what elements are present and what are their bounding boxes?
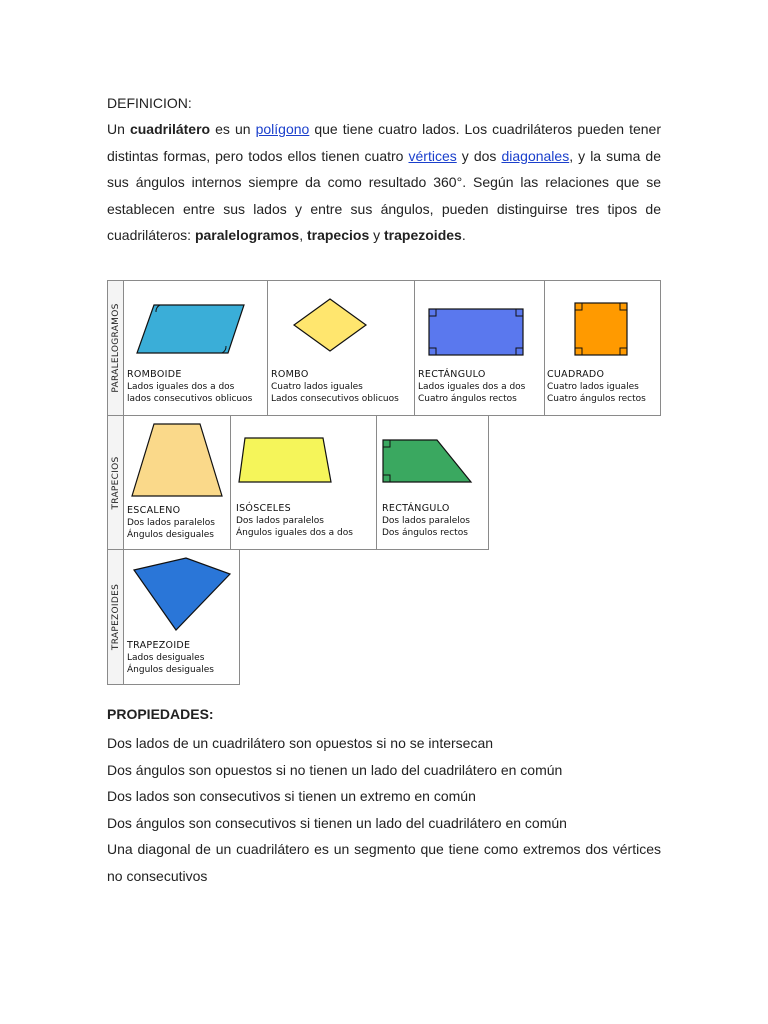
definition-paragraph bbox=[107, 116, 661, 249]
cell-cuadrado bbox=[544, 280, 661, 416]
text-fragment: es un bbox=[210, 121, 256, 137]
isosceles-shape bbox=[231, 416, 378, 506]
shape-name: ROMBOIDE bbox=[127, 369, 182, 380]
quadrilateral-classification-figure bbox=[107, 280, 661, 685]
shape-name: TRAPEZOIDE bbox=[127, 640, 191, 651]
row-label-text: TRAPEZOIDES bbox=[110, 583, 121, 651]
text-fragment: que tiene cuatro lados. Los cuadriláteros pueden tener distintas formas, pero todos ellos tienen cuatro bbox=[107, 121, 662, 164]
shape-name: ISÓSCELES bbox=[236, 503, 292, 514]
shape-name: RECTÁNGULO bbox=[418, 369, 486, 380]
property-item: Dos lados de un cuadrilátero son opuestos si no se intersecan bbox=[107, 735, 494, 751]
properties-heading: PROPIEDADES: bbox=[107, 706, 214, 722]
term-trapecios: trapecios bbox=[306, 227, 370, 243]
property-item: Dos ángulos son consecutivos si tienen un lado del cuadrilátero en común bbox=[107, 814, 567, 831]
cell-rectangulo bbox=[414, 280, 545, 416]
shape-desc-2: lados consecutivos oblicuos bbox=[127, 394, 253, 404]
rombo-shape bbox=[268, 281, 416, 371]
shape-name: CUADRADO bbox=[547, 369, 605, 380]
cell-romboide bbox=[123, 280, 268, 416]
trapezoide-caption bbox=[127, 640, 214, 676]
shape-desc-1: Cuatro lados iguales bbox=[271, 382, 363, 392]
term-paralelogramos: paralelogramos bbox=[194, 227, 300, 243]
shape-desc-2: Lados consecutivos oblicuos bbox=[271, 394, 399, 404]
property-item: Dos lados son consecutivos si tienen un extremo en común bbox=[107, 788, 476, 804]
link-poligono[interactable]: polígono bbox=[255, 121, 310, 137]
row-label-trapecios bbox=[107, 415, 124, 550]
shape-desc-1: Lados iguales dos a dos bbox=[127, 382, 235, 392]
romboide-shape bbox=[124, 281, 269, 371]
shape-name: ROMBO bbox=[271, 369, 309, 380]
shape-desc-2: Ángulos desiguales bbox=[127, 530, 214, 540]
shape-desc-1: Dos lados paralelos bbox=[127, 518, 215, 528]
cell-isosceles bbox=[230, 415, 377, 550]
romboide-caption bbox=[127, 369, 252, 405]
cell-trapezoide bbox=[123, 549, 240, 685]
shape-desc-2: Cuatro ángulos rectos bbox=[547, 394, 646, 404]
shape-desc-2: Ángulos iguales dos a dos bbox=[236, 528, 353, 538]
cuadrado-shape bbox=[545, 281, 662, 371]
shape-desc-1: Lados iguales dos a dos bbox=[418, 382, 526, 392]
shape-desc-1: Dos lados paralelos bbox=[382, 516, 470, 526]
shape-desc-2: Dos ángulos rectos bbox=[382, 528, 468, 538]
rectangulo-caption bbox=[418, 369, 525, 405]
shape-name: RECTÁNGULO bbox=[382, 503, 450, 514]
shape-desc-1: Dos lados paralelos bbox=[236, 516, 324, 526]
escaleno-shape bbox=[124, 416, 232, 506]
row-label-text: TRAPECIOS bbox=[110, 455, 121, 510]
link-vertices[interactable]: vértices bbox=[408, 147, 457, 164]
properties-list bbox=[107, 730, 661, 889]
shape-desc-2: Cuatro ángulos rectos bbox=[418, 394, 517, 404]
trapecio-rectangulo-caption bbox=[382, 503, 470, 539]
text-fragment: y bbox=[369, 227, 385, 243]
row-label-paralelogramos bbox=[107, 280, 124, 416]
trapecio-rectangulo-shape bbox=[377, 416, 490, 506]
rectangulo-shape bbox=[415, 281, 546, 371]
link-diagonales[interactable]: diagonales bbox=[501, 147, 570, 164]
definition-section bbox=[107, 90, 661, 249]
text-fragment: . bbox=[461, 227, 466, 243]
row-label-trapezoides bbox=[107, 549, 124, 685]
term-trapezoides: trapezoides bbox=[384, 227, 462, 243]
cell-trapecio-rectangulo bbox=[376, 415, 489, 550]
trapezoide-shape bbox=[124, 550, 241, 640]
shape-desc-1: Lados desiguales bbox=[127, 653, 205, 663]
property-item: Dos ángulos son opuestos si no tienen un lado del cuadrilátero en común bbox=[107, 761, 563, 778]
cell-rombo bbox=[267, 280, 415, 416]
shape-name: ESCALENO bbox=[127, 505, 181, 516]
shape-desc-1: Cuatro lados iguales bbox=[547, 382, 639, 392]
cell-escaleno bbox=[123, 415, 231, 550]
property-item: Una diagonal de un cuadrilátero es un segmento que tiene como extremos dos vértices no consecutivos bbox=[107, 841, 661, 884]
text-fragment: , bbox=[299, 227, 307, 243]
rombo-caption bbox=[271, 369, 399, 405]
text-fragment: Un bbox=[107, 121, 130, 137]
definition-heading: DEFINICION: bbox=[107, 95, 192, 111]
escaleno-caption bbox=[127, 505, 215, 541]
row-label-text: PARALELOGRAMOS bbox=[110, 303, 121, 393]
text-fragment: y dos bbox=[456, 147, 502, 164]
cuadrado-caption bbox=[547, 369, 646, 405]
term-cuadrilatero: cuadrilátero bbox=[129, 121, 211, 137]
shape-desc-2: Ángulos desiguales bbox=[127, 665, 214, 675]
text-fragment: , y la suma de sus ángulos internos siempre da como resultado 360°. Según las relaciones que se establecen entre sus lados y entre sus ángulos, pueden distinguirse tres tipos de cuadriláteros: bbox=[107, 147, 661, 243]
isosceles-caption bbox=[236, 503, 353, 539]
